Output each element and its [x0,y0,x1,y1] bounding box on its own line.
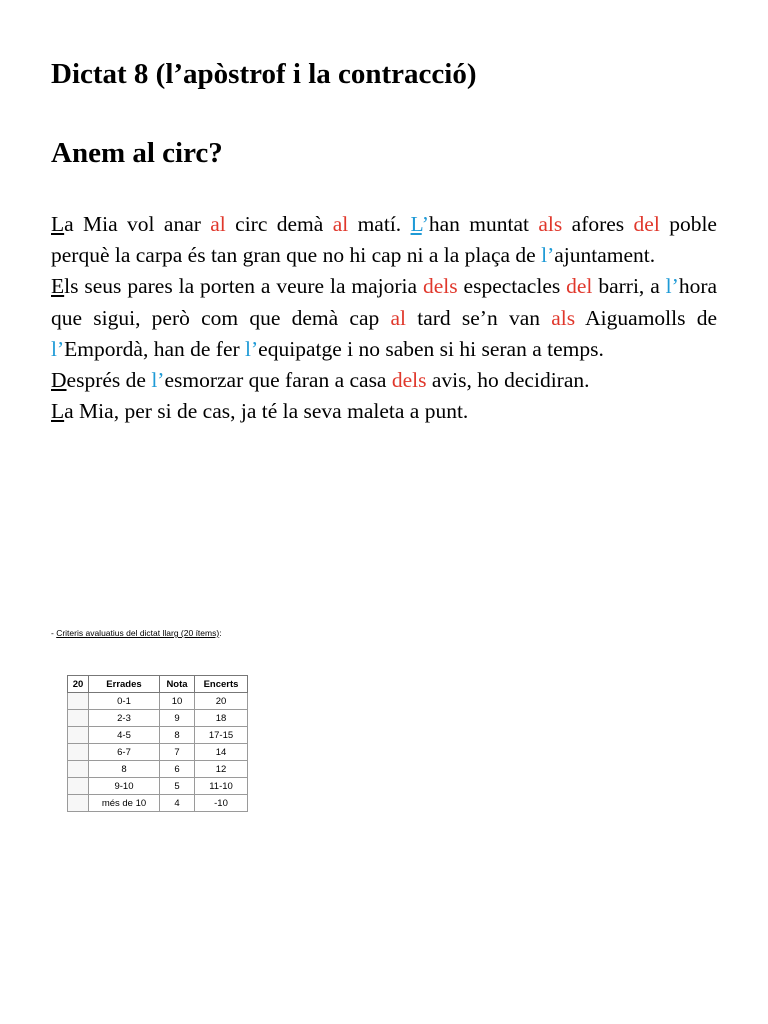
table-cell: més de 10 [89,795,160,812]
table-cell [68,693,89,710]
dictation-paragraph [51,209,717,271]
text-segment: matí. [348,212,411,236]
table-cell: 8 [160,727,195,744]
table-cell: 0-1 [89,693,160,710]
table-cell: 9 [160,710,195,727]
table-cell [68,778,89,795]
text-segment: han muntat [428,212,539,236]
grading-table-header-row [68,676,248,693]
table-cell [68,727,89,744]
contraction-word: al [332,212,349,236]
table-cell: 17-15 [195,727,248,744]
text-segment: a Mia, per si de cas, ja té la seva maleta a punt. [64,399,469,424]
table-cell: 4 [160,795,195,812]
apostrophe-word: l’ [151,368,165,393]
criteria-suffix: : [219,628,222,638]
criteria-prefix: - [51,628,57,638]
apostrophe-word: L [410,212,422,236]
table-row [68,693,248,710]
table-cell: 6 [160,761,195,778]
contraction-word: dels [422,274,458,299]
contraction-word: al [390,305,407,330]
text-segment: ajuntament. [554,243,656,268]
header-total-items: 20 [68,676,89,693]
text-segment: esmorzar que faran a casa [164,368,392,393]
table-row [68,795,248,812]
text-segment: D [51,368,67,393]
text-segment: avis, ho decidiran. [426,368,590,393]
table-cell: 11-10 [195,778,248,795]
table-cell: 2-3 [89,710,160,727]
contraction-word: als [551,305,576,330]
text-segment: barri, a [592,274,666,299]
table-cell: 18 [195,710,248,727]
text-segment: ls seus pares la porten a veure la majoria [64,274,423,299]
grading-table [67,675,248,812]
table-row [68,744,248,761]
text-segment: espectacles [457,274,567,299]
text-segment: Aiguamolls de [575,305,718,330]
dictation-paragraph [51,271,717,365]
contraction-word: del [633,212,660,236]
table-row [68,778,248,795]
table-cell: 6-7 [89,744,160,761]
table-cell [68,795,89,812]
table-cell: 8 [89,761,160,778]
header-errors: Errades [89,676,160,693]
table-cell [68,710,89,727]
apostrophe-word: l’ [51,336,65,361]
apostrophe-word: l’ [245,336,259,361]
text-segment: equipatge i no saben si hi seran a temps. [258,336,604,361]
table-cell: 14 [195,744,248,761]
text-segment: hora que sigui, però com que demà cap [51,274,718,330]
text-segment: L [51,212,65,236]
table-cell: 7 [160,744,195,761]
text-segment: L [51,399,65,424]
contraction-word: als [538,212,563,236]
table-cell: 12 [195,761,248,778]
criteria-note [51,628,222,638]
contraction-word: al [210,212,226,236]
header-grade: Nota [160,676,195,693]
table-cell: 20 [195,693,248,710]
text-segment: E [51,274,65,299]
apostrophe-word: l’ [665,274,679,299]
dictation-text [51,209,717,427]
dictation-paragraph [51,365,717,396]
contraction-word: del [566,274,593,299]
text-segment: a Mia vol anar [64,212,211,236]
text-segment: Empordà, han de fer [64,336,246,361]
table-row [68,710,248,727]
table-row [68,761,248,778]
apostrophe-word: ’ [421,212,429,236]
text-segment: circ demà [225,212,333,236]
apostrophe-word: l’ [541,243,555,268]
document-title: Dictat 8 (l’apòstrof i la contracció) [51,58,477,90]
table-cell: 4-5 [89,727,160,744]
text-segment: esprés de [66,368,152,393]
text-segment: afores [562,212,634,236]
table-cell: -10 [195,795,248,812]
dictation-paragraph [51,396,717,427]
contraction-word: dels [391,368,427,393]
text-segment: poble perquè la carpa és tan gran que no hi cap ni a la plaça de [51,212,717,268]
table-cell: 10 [160,693,195,710]
dictation-title: Anem al circ? [51,137,223,169]
table-cell [68,761,89,778]
header-correct: Encerts [195,676,248,693]
criteria-label: Criteris avaluatius del dictat llarg (20 ítems) [56,628,220,638]
text-segment: tard se’n van [406,305,552,330]
table-row [68,727,248,744]
table-cell: 9-10 [89,778,160,795]
table-cell: 5 [160,778,195,795]
table-cell [68,744,89,761]
